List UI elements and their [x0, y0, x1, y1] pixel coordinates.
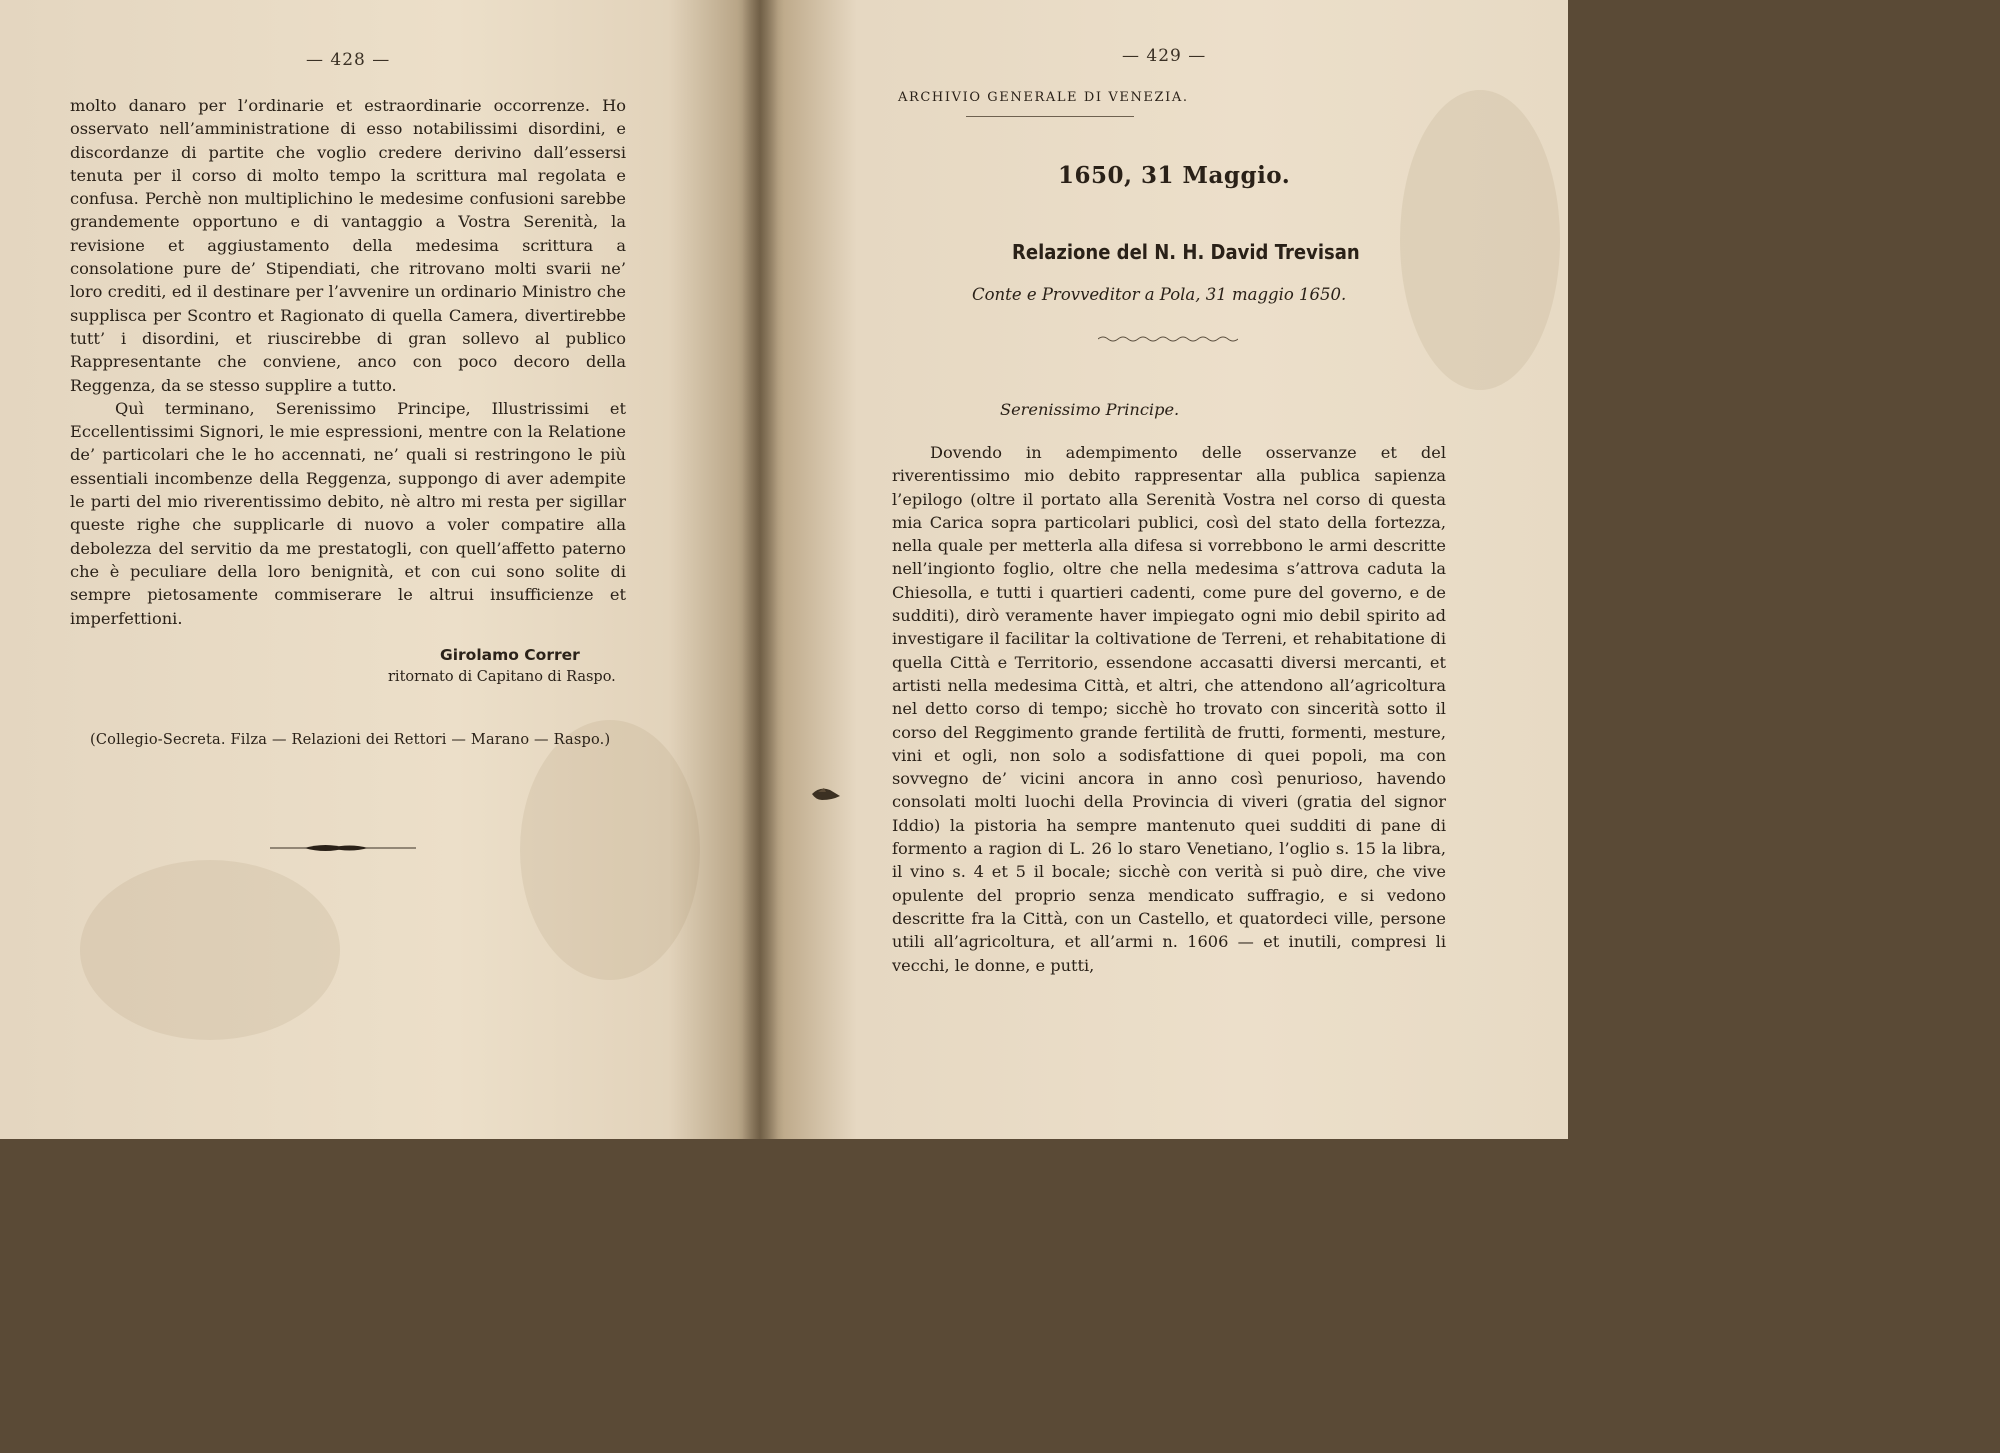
wavy-rule-icon — [1098, 333, 1238, 345]
right-body-text — [892, 441, 1446, 977]
archival-source: (Collegio-Secreta. Filza — Relazioni dei Rettori — Marano — Raspo.) — [90, 732, 611, 748]
ornamental-rule-icon — [270, 838, 416, 858]
pointing-hand-icon — [810, 782, 844, 804]
running-header: ARCHIVIO GENERALE DI VENEZIA. — [898, 90, 1189, 105]
salutation: Serenissimo Principe. — [1000, 400, 1180, 419]
left-body-text — [70, 94, 626, 630]
document-title: Relazione del N. H. David Trevisan — [1012, 240, 1360, 264]
date-heading: 1650, 31 Maggio. — [1058, 162, 1291, 189]
signature-role: ritornato di Capitano di Raspo. — [388, 669, 616, 685]
document-subtitle: Conte e Provveditor a Pola, 31 maggio 1650. — [972, 285, 1347, 304]
header-rule — [966, 116, 1134, 117]
signature-name: Girolamo Correr — [440, 646, 580, 664]
body-paragraph: Quì terminano, Serenissimo Principe, Illustrissimi et Eccellentissimi Signori, le mie espressioni, mentre con la Relatione de’ particolari che le ho accennati, ne’ quali si restringono le più essentiali incombenze della Reggenza, suppongo di aver adempite le parti del mio riverentissimo debito, nè altro mi resta per sigillar queste righe che supplicarle di nuovo a voler compatire alla debolezza del servitio da me prestatogli, con quell’affetto paterno che è peculiare della loro benignità, et con cui sono solite di sempre pietosamente commiserare le altrui insufficienze et imperfettioni. — [70, 398, 626, 628]
body-paragraph: Dovendo in adempimento delle osservanze et del riverentissimo mio debito rappresentar alla publica sapienza l’epilogo (oltre il portato alla Serenità Vostra nel corso di questa mia Carica sopra particolari publici, così del stato della fortezza, nella quale per metterla alla difesa si vorrebbono le armi descritte nell’ingionto foglio, oltre che nella medesima s’attrova caduta la Chiesolla, e tutti i quartieri cadenti, come pure del governo, e de sudditi), dirò veramente haver impiegato ogni mio debil spirito ad investigare il facilitar la coltivatione de Terreni, et rehabitatione di quella Città e Territorio, essendone accasatti diversi mercanti, et artisti nella medesima Città, et altri, che attendono all’agricoltura nel detto corso di tempo; sicchè ho trovato con sincerità sotto il corso del Reggimento grande fertilità de frutti, formenti, mesture, vini et ogli, non solo a sodisfattione di quei popoli, ma con sovvegno de’ vicini ancora in anno così penurioso, havendo consolati molti luochi della Provincia di viveri (gratia del signor Iddio) la pistoria ha sempre mantenuto quei sudditi di pane di formento a ragion di L. 26 lo staro Venetiano, l’oglio s. 15 la libra, il vino s. 4 et 5 il bocale; sicchè con verità si può dire, che vive opulente del proprio senza mendicato suffragio, e si vedono descritte fra la Città, con un Castello, et quatordeci ville, persone utili all’agricoltura, et all’armi n. 1606 — et inutili, compresi li vecchi, le donne, e putti, — [892, 443, 1446, 975]
page-number: — 429 — — [1122, 46, 1207, 66]
left-page — [0, 0, 760, 1139]
page-number: — 428 — — [306, 50, 391, 70]
paper-stain — [80, 860, 340, 1040]
paper-stain — [520, 720, 700, 980]
book-gutter — [742, 0, 778, 1139]
body-paragraph: molto danaro per l’ordinarie et estraordinarie occorrenze. Ho osservato nell’amministratione di esso notabilissimi disordini, e discordanze di partite che voglio credere derivino dall’essersi tenuta per il corso di molto tempo la scrittura mal regolata e confusa. Perchè non multiplichino le medesime confusioni sarebbe grandemente opportuno e di vantaggio a Vostra Serenità, la revisione et aggiustamento della medesima scrittura a consolatione pure de’ Stipendiati, che ritrovano molti svarii ne’ loro crediti, ed il destinare per l’avvenire un ordinario Ministro che supplisca per Scontro et Ragionato di quella Camera, divertirebbe tutt’ i disordini, et riuscirebbe di gran sollevo al publico Rappresentante che conviene, anco con poco decoro della Reggenza, da se stesso supplire a tutto. — [70, 96, 626, 395]
paper-stain — [1400, 90, 1560, 390]
